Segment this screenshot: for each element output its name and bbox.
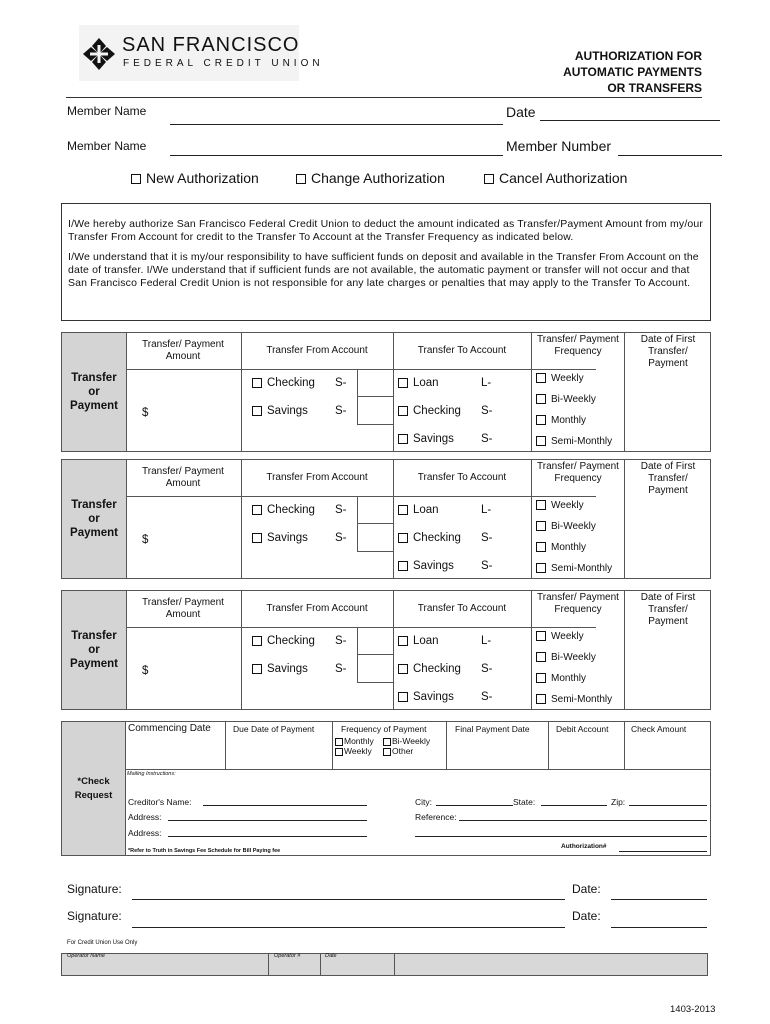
member-name-field-2[interactable] [170, 155, 503, 156]
to-savings-label: Savings [413, 560, 454, 572]
to-savings-option[interactable] [398, 433, 454, 445]
freq-monthly-option[interactable] [335, 736, 374, 746]
signature-label-2: Signature: [67, 909, 122, 923]
footnote: *Refer to Truth in Savings Fee Schedule for Bill Paying fee [128, 848, 281, 854]
member-name-field-1[interactable] [170, 124, 503, 125]
checkbox-icon[interactable] [398, 406, 408, 416]
checkbox-icon[interactable] [536, 652, 546, 662]
freq-semimonthly-option[interactable] [536, 694, 612, 705]
freq-weekly-option[interactable] [536, 631, 584, 642]
frequency-header: Frequency of Payment [341, 724, 427, 734]
frequency-header: Transfer/ Payment Frequency [537, 592, 619, 615]
from-savings-label: Savings [267, 405, 308, 417]
from-account-header: Transfer From Account [266, 345, 368, 356]
to-account-header: Transfer To Account [417, 472, 507, 483]
signature-label-1: Signature: [67, 882, 122, 896]
amount-dollar: $ [142, 534, 149, 546]
terms-paragraph-1: I/We hereby authorize San Francisco Federal Credit Union to deduct the amount indicated as Transfer/Payment Amount from my/our Transfer From Account for credit to the Transfer To Account at the Transfer Frequency as indicated below. [68, 218, 704, 243]
share-prefix: S- [481, 405, 493, 417]
checkbox-icon[interactable] [335, 738, 343, 746]
freq-other-label: Other [392, 746, 414, 756]
share-prefix: S- [335, 663, 347, 675]
check-request-label: *Check Request [74, 775, 113, 801]
transfer-side-label: Transfer or Payment [70, 372, 118, 412]
to-checking-label: Checking [413, 405, 461, 417]
final-payment-header: Final Payment Date [455, 724, 530, 734]
member-number-label: Member Number [506, 138, 612, 154]
checkbox-icon[interactable] [252, 406, 262, 416]
transfer-side [61, 590, 127, 710]
to-checking-option[interactable] [398, 532, 461, 544]
checkbox-icon[interactable] [536, 436, 546, 446]
checkbox-icon[interactable] [252, 505, 262, 515]
check-request-side [61, 721, 126, 856]
from-savings-label: Savings [267, 663, 308, 675]
checkbox-icon[interactable] [536, 500, 546, 510]
transfer-block-2 [61, 459, 711, 579]
operator-name-label: Operator Name [67, 953, 105, 959]
to-account-header: Transfer To Account [417, 345, 507, 356]
share-prefix: S- [335, 405, 347, 417]
freq-monthly-label: Monthly [551, 673, 587, 684]
freq-biweekly-option[interactable] [536, 521, 596, 532]
address-label-1: Address: [128, 812, 162, 822]
share-prefix: S- [335, 635, 347, 647]
checkbox-icon[interactable] [335, 748, 343, 756]
to-loan-label: Loan [413, 635, 439, 647]
share-prefix: S- [481, 663, 493, 675]
checkbox-icon[interactable] [398, 692, 408, 702]
amount-dollar: $ [142, 407, 149, 419]
freq-biweekly-label: Bi-Weekly [392, 736, 431, 746]
city-field[interactable] [436, 805, 513, 806]
freq-weekly-option[interactable] [536, 500, 584, 511]
amount-header: Transfer/ Payment Amount [142, 339, 224, 362]
form-title [563, 48, 702, 96]
form-title-line3: OR TRANSFERS [607, 81, 702, 95]
signature-date-label-2: Date: [572, 909, 601, 923]
freq-biweekly-label: Bi-Weekly [551, 521, 596, 532]
operator-number-label: Operator # [274, 953, 301, 959]
freq-other-option[interactable] [383, 746, 413, 756]
freq-biweekly-label: Bi-Weekly [551, 394, 596, 405]
checkbox-icon[interactable] [131, 174, 141, 184]
creditor-name-label: Creditor's Name: [128, 797, 192, 807]
freq-biweekly-label: Bi-Weekly [551, 652, 596, 663]
share-prefix: S- [481, 532, 493, 544]
member-name-label-2: Member Name [67, 139, 147, 153]
to-loan-label: Loan [413, 504, 439, 516]
address-field-1[interactable] [168, 820, 367, 821]
authorization-label: Authorization# [561, 843, 607, 850]
from-savings-option[interactable] [252, 663, 308, 675]
signature-field-2[interactable] [132, 927, 565, 928]
first-date-header: Date of First Transfer/ Payment [640, 334, 696, 369]
checkbox-icon[interactable] [484, 174, 494, 184]
checkbox-icon[interactable] [536, 521, 546, 531]
member-number-field[interactable] [618, 155, 722, 156]
checkbox-icon[interactable] [536, 563, 546, 573]
checkbox-icon[interactable] [383, 748, 391, 756]
freq-semimonthly-option[interactable] [536, 563, 612, 574]
zip-field[interactable] [629, 805, 707, 806]
checkbox-icon[interactable] [536, 673, 546, 683]
freq-biweekly-option[interactable] [536, 652, 596, 663]
signature-field-1[interactable] [132, 899, 565, 900]
state-field[interactable] [541, 805, 607, 806]
terms-box [61, 203, 711, 321]
freq-monthly-option[interactable] [536, 415, 586, 426]
transfer-side [61, 332, 127, 452]
creditor-name-field[interactable] [203, 805, 367, 806]
from-savings-option[interactable] [252, 405, 308, 417]
from-savings-option[interactable] [252, 532, 308, 544]
freq-biweekly-option[interactable] [536, 394, 596, 405]
freq-weekly-label: Weekly [551, 500, 584, 511]
to-checking-label: Checking [413, 532, 461, 544]
freq-weekly-label: Weekly [344, 746, 372, 756]
checkbox-icon[interactable] [536, 415, 546, 425]
checkbox-icon[interactable] [398, 664, 408, 674]
transfer-side [61, 459, 127, 579]
from-checking-option[interactable] [252, 635, 315, 647]
checkbox-icon[interactable] [252, 664, 262, 674]
to-savings-option[interactable] [398, 691, 454, 703]
freq-monthly-label: Monthly [551, 415, 587, 426]
checkbox-icon[interactable] [383, 738, 391, 746]
freq-biweekly-option[interactable] [383, 736, 430, 746]
amount-header: Transfer/ Payment Amount [142, 597, 224, 620]
first-date-field[interactable] [626, 627, 710, 709]
checkbox-icon[interactable] [536, 373, 546, 383]
loan-prefix: L- [481, 504, 492, 516]
freq-semimonthly-option[interactable] [536, 436, 612, 447]
mailing-instructions-label: Mailing Instructions: [127, 771, 176, 777]
authorization-field[interactable] [619, 851, 707, 852]
checkbox-icon[interactable] [252, 378, 262, 388]
check-amount-header: Check Amount [631, 724, 687, 734]
to-loan-option[interactable] [398, 635, 439, 647]
new-authorization-option[interactable] [131, 170, 259, 186]
share-prefix: S- [335, 377, 347, 389]
option-label: Cancel Authorization [499, 170, 628, 186]
office-use-box [61, 953, 708, 976]
freq-semimonthly-label: Semi-Monthly [551, 694, 613, 705]
first-date-header: Date of First Transfer/ Payment [640, 461, 696, 496]
signature-date-field-1[interactable] [611, 899, 707, 900]
to-loan-option[interactable] [398, 377, 439, 389]
zip-label: Zip: [611, 797, 626, 807]
share-prefix: S- [481, 560, 493, 572]
checkbox-icon[interactable] [536, 542, 546, 552]
check-request-section [61, 721, 711, 856]
to-account-header: Transfer To Account [417, 603, 507, 614]
checkbox-icon[interactable] [252, 636, 262, 646]
to-savings-label: Savings [413, 691, 454, 703]
commencing-date-header: Commencing Date [128, 723, 211, 734]
checkbox-icon[interactable] [536, 394, 546, 404]
date-label: Date [506, 104, 536, 120]
to-checking-option[interactable] [398, 663, 461, 675]
checkbox-icon[interactable] [252, 533, 262, 543]
share-prefix: S- [335, 532, 347, 544]
from-checking-label: Checking [267, 377, 315, 389]
form-title-line1: AUTHORIZATION FOR [574, 49, 702, 63]
freq-semimonthly-label: Semi-Monthly [551, 563, 613, 574]
address-label-2: Address: [128, 828, 162, 838]
logo-mark-icon [82, 37, 116, 71]
option-label: New Authorization [146, 170, 259, 186]
office-date-label: Date [325, 953, 337, 959]
amount-header: Transfer/ Payment Amount [142, 466, 224, 489]
to-savings-label: Savings [413, 433, 454, 445]
checkbox-icon[interactable] [398, 636, 408, 646]
frequency-header: Transfer/ Payment Frequency [537, 461, 619, 484]
from-account-header: Transfer From Account [266, 472, 368, 483]
frequency-header: Transfer/ Payment Frequency [537, 334, 619, 357]
signature-date-label-1: Date: [572, 882, 601, 896]
freq-weekly-label: Weekly [551, 631, 584, 642]
checkbox-icon[interactable] [536, 631, 546, 641]
share-prefix: S- [335, 504, 347, 516]
transfer-block-3 [61, 590, 711, 710]
freq-weekly-option[interactable] [335, 746, 372, 756]
first-date-field[interactable] [626, 369, 710, 451]
from-checking-label: Checking [267, 504, 315, 516]
freq-weekly-label: Weekly [551, 373, 584, 384]
reference-field[interactable] [459, 820, 707, 821]
cancel-authorization-option[interactable] [484, 170, 627, 186]
state-label: State: [513, 797, 536, 807]
transfer-side-label: Transfer or Payment [70, 630, 118, 670]
date-field[interactable] [540, 120, 720, 121]
from-savings-label: Savings [267, 532, 308, 544]
checkbox-icon[interactable] [296, 174, 306, 184]
checkbox-icon[interactable] [398, 434, 408, 444]
logo-name: SAN FRANCISCO [122, 34, 300, 56]
freq-monthly-label: Monthly [551, 542, 587, 553]
freq-weekly-option[interactable] [536, 373, 584, 384]
change-authorization-option[interactable] [296, 170, 445, 186]
debit-account-header: Debit Account [556, 724, 609, 734]
logo-subtitle: FEDERAL CREDIT UNION [123, 58, 324, 69]
checkbox-icon[interactable] [398, 561, 408, 571]
transfer-block-1 [61, 332, 711, 452]
from-checking-label: Checking [267, 635, 315, 647]
signature-date-field-2[interactable] [611, 927, 707, 928]
freq-monthly-option[interactable] [536, 542, 586, 553]
due-date-header: Due Date of Payment [233, 724, 315, 734]
loan-prefix: L- [481, 377, 492, 389]
to-loan-label: Loan [413, 377, 439, 389]
from-checking-option[interactable] [252, 504, 315, 516]
to-savings-option[interactable] [398, 560, 454, 572]
transfer-side-label: Transfer or Payment [70, 499, 118, 539]
freq-monthly-label: Monthly [344, 736, 374, 746]
form-number: 1403-2013 [670, 1004, 716, 1015]
checkbox-icon[interactable] [398, 378, 408, 388]
checkbox-icon[interactable] [398, 505, 408, 515]
option-label: Change Authorization [311, 170, 445, 186]
from-checking-option[interactable] [252, 377, 315, 389]
checkbox-icon[interactable] [536, 694, 546, 704]
to-loan-option[interactable] [398, 504, 439, 516]
loan-prefix: L- [481, 635, 492, 647]
freq-semimonthly-label: Semi-Monthly [551, 436, 613, 447]
first-date-field[interactable] [626, 496, 710, 578]
terms-paragraph-2: I/We understand that it is my/our responsibility to have sufficient funds on deposit and available in the Transfer From Account on the date of transfer. I/We understand that if sufficient funds are not available, the automatic payment or transfer will not occur and that San Francisco Federal Credit Union is not responsible for any late charges or penalties that may apply to the Transfer To Account. [68, 251, 699, 289]
address-field-2[interactable] [168, 836, 367, 837]
office-use-label: For Credit Union Use Only [67, 940, 138, 946]
form-title-line2: AUTOMATIC PAYMENTS [563, 65, 702, 79]
to-checking-label: Checking [413, 663, 461, 675]
checkbox-icon[interactable] [398, 533, 408, 543]
share-prefix: S- [481, 433, 493, 445]
city-label: City: [415, 797, 432, 807]
share-prefix: S- [481, 691, 493, 703]
member-name-label: Member Name [67, 104, 147, 118]
freq-monthly-option[interactable] [536, 673, 586, 684]
first-date-header: Date of First Transfer/ Payment [640, 592, 696, 627]
to-checking-option[interactable] [398, 405, 461, 417]
reference-field-2[interactable] [415, 836, 707, 837]
from-account-header: Transfer From Account [266, 603, 368, 614]
amount-dollar: $ [142, 665, 149, 677]
reference-label: Reference: [415, 812, 457, 822]
